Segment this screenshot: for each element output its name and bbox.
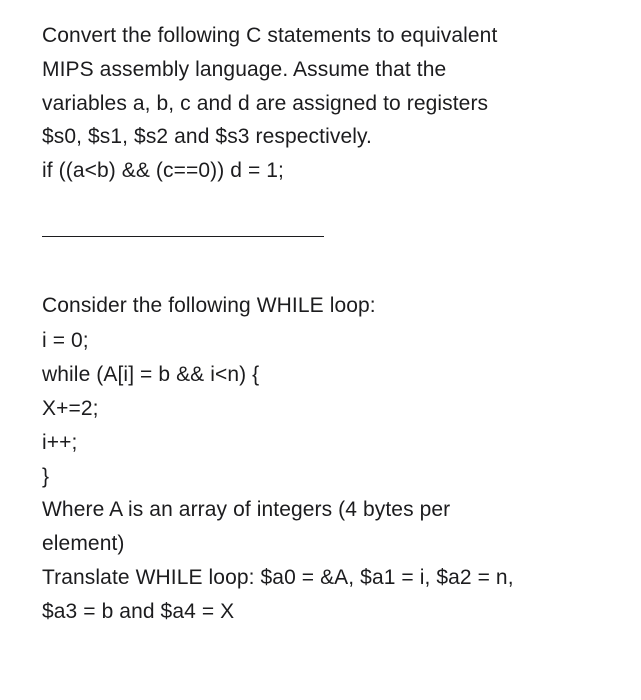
separator-rule bbox=[42, 236, 324, 237]
q2-code-line-1: i = 0; bbox=[42, 329, 89, 352]
q1-code-line: if ((a<b) && (c==0)) d = 1; bbox=[42, 159, 284, 182]
q2-line-10: $a3 = b and $a4 = X bbox=[42, 600, 235, 623]
q2-code-line-2: while (A[i] = b && i<n) { bbox=[42, 363, 260, 386]
q2-line-8: element) bbox=[42, 532, 125, 555]
q1-line-2: MIPS assembly language. Assume that the bbox=[42, 58, 447, 81]
q1-line-4: $s0, $s1, $s2 and $s3 respectively. bbox=[42, 125, 372, 148]
q2-line-7: Where A is an array of integers (4 bytes per bbox=[42, 498, 451, 521]
q2-code-line-5: } bbox=[42, 465, 50, 488]
q2-code-line-3: X+=2; bbox=[42, 397, 99, 420]
q2-code-line-4: i++; bbox=[42, 431, 78, 454]
q1-line-1: Convert the following C statements to equivalent bbox=[42, 24, 498, 47]
q2-line-1: Consider the following WHILE loop: bbox=[42, 294, 376, 317]
q1-line-3: variables a, b, c and d are assigned to registers bbox=[42, 92, 489, 115]
q2-line-9: Translate WHILE loop: $a0 = &A, $a1 = i, $a2 = n, bbox=[42, 566, 514, 589]
